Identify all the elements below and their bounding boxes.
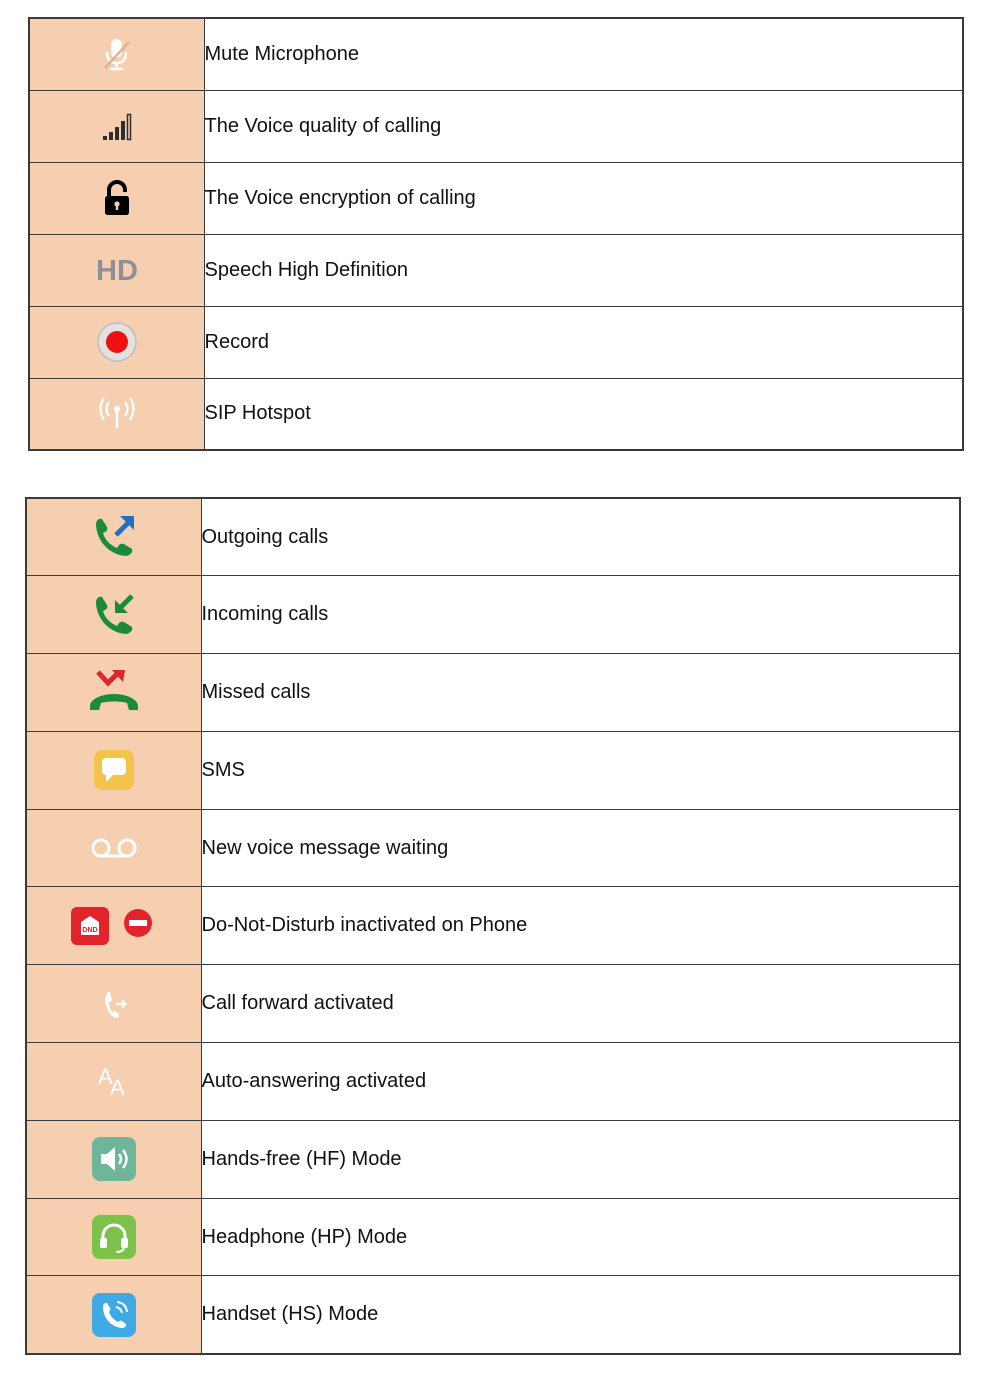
icon-cell	[29, 306, 204, 378]
icon-cell	[29, 162, 204, 234]
label-cell	[201, 887, 960, 965]
label-cell	[201, 1276, 960, 1354]
table-row	[29, 18, 963, 90]
row-label: Hands-free (HF) Mode	[201, 1147, 402, 1170]
svg-text:HD: HD	[95, 255, 138, 287]
icon-cell	[26, 1043, 201, 1121]
incoming-call-icon	[88, 589, 140, 641]
row-label: Auto-answering activated	[201, 1069, 427, 1092]
row-label: The Voice encryption of calling	[204, 186, 476, 209]
label-cell	[201, 1043, 960, 1121]
table-row	[26, 1276, 960, 1354]
table-row	[29, 90, 963, 162]
label-cell	[201, 576, 960, 654]
row-label: Call forward activated	[201, 992, 394, 1015]
voicemail-icon	[86, 830, 142, 866]
headset-icon	[90, 1213, 138, 1261]
row-label: Do-Not-Disturb inactivated on Phone	[201, 914, 528, 937]
icon-cell	[26, 731, 201, 809]
label-cell	[201, 1198, 960, 1276]
row-label: New voice message waiting	[201, 836, 449, 859]
handset-icon	[90, 1291, 138, 1339]
row-label: Speech High Definition	[204, 258, 408, 281]
row-label: SMS	[201, 758, 245, 781]
call-icons-table	[25, 497, 961, 1355]
label-cell	[201, 1120, 960, 1198]
label-cell	[201, 654, 960, 732]
label-cell	[204, 162, 963, 234]
icon-cell	[29, 378, 204, 450]
table-row	[26, 887, 960, 965]
lock-icon	[97, 178, 137, 218]
label-cell	[201, 965, 960, 1043]
table-row	[29, 306, 963, 378]
icon-cell	[26, 1120, 201, 1198]
signal-bars-icon	[97, 106, 137, 146]
label-cell	[201, 498, 960, 576]
row-label: Handset (HS) Mode	[201, 1303, 379, 1326]
icon-cell	[26, 1276, 201, 1354]
dnd-icon	[68, 904, 160, 948]
mute-microphone-icon	[97, 34, 137, 74]
icon-cell	[29, 18, 204, 90]
row-label: Missed calls	[201, 680, 311, 703]
table-row	[26, 654, 960, 732]
outgoing-call-icon	[88, 511, 140, 563]
icon-cell	[26, 654, 201, 732]
icon-cell	[26, 887, 201, 965]
label-cell	[204, 90, 963, 162]
icon-cell	[26, 965, 201, 1043]
speaker-icon	[90, 1135, 138, 1183]
row-label: SIP Hotspot	[204, 402, 311, 425]
auto-answer-icon	[92, 1061, 136, 1101]
icon-cell	[26, 576, 201, 654]
label-cell	[204, 378, 963, 450]
table-row	[26, 1198, 960, 1276]
table-row	[26, 498, 960, 576]
hd-icon	[93, 250, 141, 290]
sip-hotspot-icon	[95, 394, 139, 434]
row-label: Headphone (HP) Mode	[201, 1225, 408, 1248]
label-cell	[204, 234, 963, 306]
table-row	[26, 809, 960, 887]
svg-text:A: A	[109, 1075, 125, 1101]
label-cell	[204, 306, 963, 378]
table-row	[29, 162, 963, 234]
table-row	[29, 234, 963, 306]
icon-cell	[26, 1198, 201, 1276]
table-row	[26, 731, 960, 809]
icon-cell	[26, 809, 201, 887]
table-row	[26, 1043, 960, 1121]
row-label: The Voice quality of calling	[204, 114, 442, 137]
icon-cell	[29, 234, 204, 306]
row-label: Incoming calls	[201, 603, 329, 626]
table-row	[29, 378, 963, 450]
row-label: Mute Microphone	[204, 42, 360, 65]
label-cell	[201, 809, 960, 887]
record-icon	[95, 320, 139, 364]
icon-cell	[29, 90, 204, 162]
table-row	[26, 965, 960, 1043]
sms-icon	[90, 746, 138, 794]
call-forward-icon	[94, 984, 134, 1024]
label-cell	[201, 731, 960, 809]
icon-cell	[26, 498, 201, 576]
row-label: Outgoing calls	[201, 525, 329, 548]
table-row	[26, 1120, 960, 1198]
table-row	[26, 576, 960, 654]
svg-text:A: A	[97, 1064, 113, 1090]
label-cell	[204, 18, 963, 90]
status-icons-table	[28, 17, 964, 451]
svg-text:DND: DND	[82, 926, 98, 934]
row-label: Record	[204, 330, 269, 353]
missed-call-icon	[86, 666, 142, 718]
